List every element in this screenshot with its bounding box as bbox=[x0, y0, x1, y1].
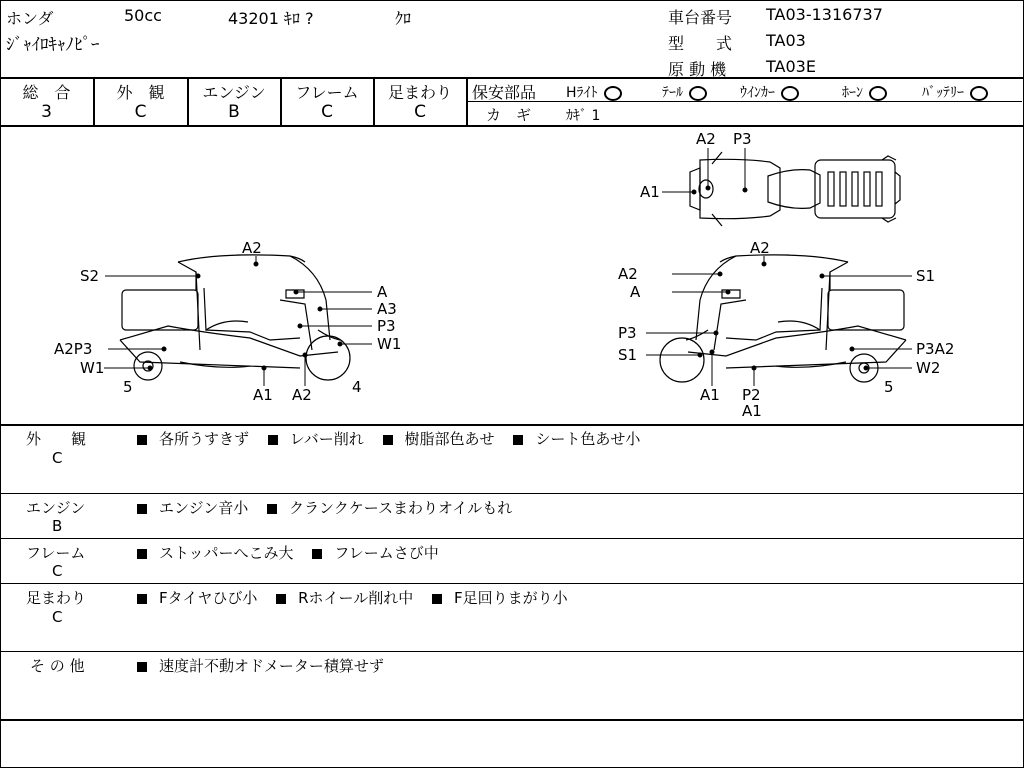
engine-type-label: 原 動 機 bbox=[668, 60, 727, 79]
label-w1: W1 bbox=[80, 359, 105, 377]
leader-lines bbox=[104, 148, 912, 386]
label-p3: P3 bbox=[618, 324, 637, 342]
label-a3: A3 bbox=[377, 300, 397, 318]
label-a2: A2 bbox=[292, 386, 312, 404]
notes-frame-items: ストッパーへこみ大 フレームさび中 bbox=[137, 542, 439, 563]
label-a1: A1 bbox=[640, 183, 660, 201]
frame-no: TA03-1316737 bbox=[766, 5, 883, 24]
suspension-label: 足まわり bbox=[387, 83, 452, 102]
divider bbox=[0, 424, 1024, 426]
label-a2: A2 bbox=[750, 239, 770, 257]
label-a2: A2 bbox=[242, 239, 262, 257]
model-name: ｼﾞｬｲﾛｷｬﾉﾋﾟｰ bbox=[6, 35, 100, 55]
label-a: A bbox=[377, 283, 388, 301]
notes-engine-items: エンジン音小 クランクケースまわりオイルもれ bbox=[137, 497, 512, 518]
label-a: A bbox=[630, 283, 641, 301]
divider bbox=[0, 719, 1024, 721]
engine-type-value: TA03E bbox=[766, 57, 816, 76]
label-p3a2: P3A2 bbox=[916, 340, 955, 358]
label-a2: A2 bbox=[618, 265, 638, 283]
notes-other-items: 速度計不動オドメーター積算せず bbox=[137, 655, 384, 676]
notes-exterior-label: 外 観 bbox=[26, 430, 87, 448]
overall-grade: 3 bbox=[41, 102, 52, 122]
notes-engine-label: エンジン bbox=[26, 499, 86, 517]
ok-circle-icon bbox=[781, 86, 799, 101]
ok-circle-icon bbox=[604, 86, 622, 101]
ok-circle-icon bbox=[689, 86, 707, 101]
top-view-scooter-icon bbox=[690, 152, 900, 226]
type-value: TA03 bbox=[766, 31, 806, 50]
color: ｸﾛ bbox=[395, 9, 412, 28]
engine-label: エンジン bbox=[202, 83, 266, 102]
label-s1: S1 bbox=[916, 267, 936, 285]
divider bbox=[0, 493, 1024, 494]
label-a2p3: A2P3 bbox=[54, 340, 93, 358]
frame-label: フレーム bbox=[295, 83, 359, 102]
key-label: カ ギ bbox=[486, 106, 532, 124]
safety-horn: ﾎｰﾝ bbox=[842, 82, 887, 102]
ok-circle-icon bbox=[970, 86, 988, 101]
notes-other-label: そ の 他 bbox=[30, 657, 85, 675]
safety-winker: ｳｲﾝｶｰ bbox=[740, 82, 799, 102]
notes-suspension-label: 足まわり bbox=[26, 589, 87, 607]
notes-suspension-grade: C bbox=[52, 608, 63, 626]
divider bbox=[0, 651, 1024, 652]
safety-battery: ﾊﾞｯﾃﾘｰ bbox=[922, 82, 988, 102]
label-w2: W2 bbox=[916, 359, 941, 377]
divider bbox=[466, 78, 468, 125]
mileage: 43201 ｷﾛ ? bbox=[228, 9, 314, 28]
exterior-grade: C bbox=[134, 102, 147, 122]
suspension-grade: C bbox=[414, 102, 426, 122]
label-w1: W1 bbox=[377, 335, 402, 353]
notes-exterior-grade: C bbox=[52, 449, 63, 467]
key-value: ｶｷﾞ 1 bbox=[566, 108, 601, 124]
label-a1: A1 bbox=[742, 402, 762, 420]
frame-grade: C bbox=[321, 102, 333, 122]
label-p3: P3 bbox=[377, 317, 396, 335]
safety-headlight: Hﾗｲﾄ bbox=[566, 82, 622, 102]
left-view-scooter-icon bbox=[120, 255, 350, 380]
displacement: 50cc bbox=[124, 6, 162, 25]
tire-depth-rear: 5 bbox=[123, 378, 133, 396]
divider bbox=[0, 538, 1024, 539]
divider bbox=[0, 583, 1024, 584]
exterior-label: 外 観 bbox=[116, 83, 165, 102]
tire-depth-front: 4 bbox=[352, 378, 362, 396]
tire-depth-rear: 5 bbox=[884, 378, 894, 396]
maker: ホンダ bbox=[6, 9, 54, 28]
safety-taillight: ﾃｰﾙ bbox=[662, 82, 707, 102]
label-p2: P2 bbox=[742, 386, 761, 404]
type-label: 型 式 bbox=[668, 34, 733, 53]
damage-diagram bbox=[0, 126, 1024, 424]
label-s2: S2 bbox=[80, 267, 100, 285]
notes-exterior-items: 各所うすきず レバー削れ 樹脂部色あせ シート色あせ小 bbox=[137, 428, 640, 449]
label-a1: A1 bbox=[253, 386, 273, 404]
label-a2: A2 bbox=[696, 130, 716, 148]
notes-frame-grade: C bbox=[52, 562, 63, 580]
safety-label: 保安部品 bbox=[472, 83, 537, 102]
overall-label: 総 合 bbox=[22, 83, 71, 102]
divider bbox=[0, 77, 1024, 79]
label-s1: S1 bbox=[618, 346, 638, 364]
label-a1: A1 bbox=[700, 386, 720, 404]
engine-grade: B bbox=[228, 102, 240, 122]
notes-engine-grade: B bbox=[52, 517, 63, 535]
notes-suspension-items: Fタイヤひび小 Rホイール削れ中 F足回りまがり小 bbox=[137, 587, 568, 608]
frame-no-label: 車台番号 bbox=[668, 8, 733, 27]
label-p3: P3 bbox=[733, 130, 752, 148]
ok-circle-icon bbox=[869, 86, 887, 101]
notes-frame-label: フレーム bbox=[26, 544, 86, 562]
